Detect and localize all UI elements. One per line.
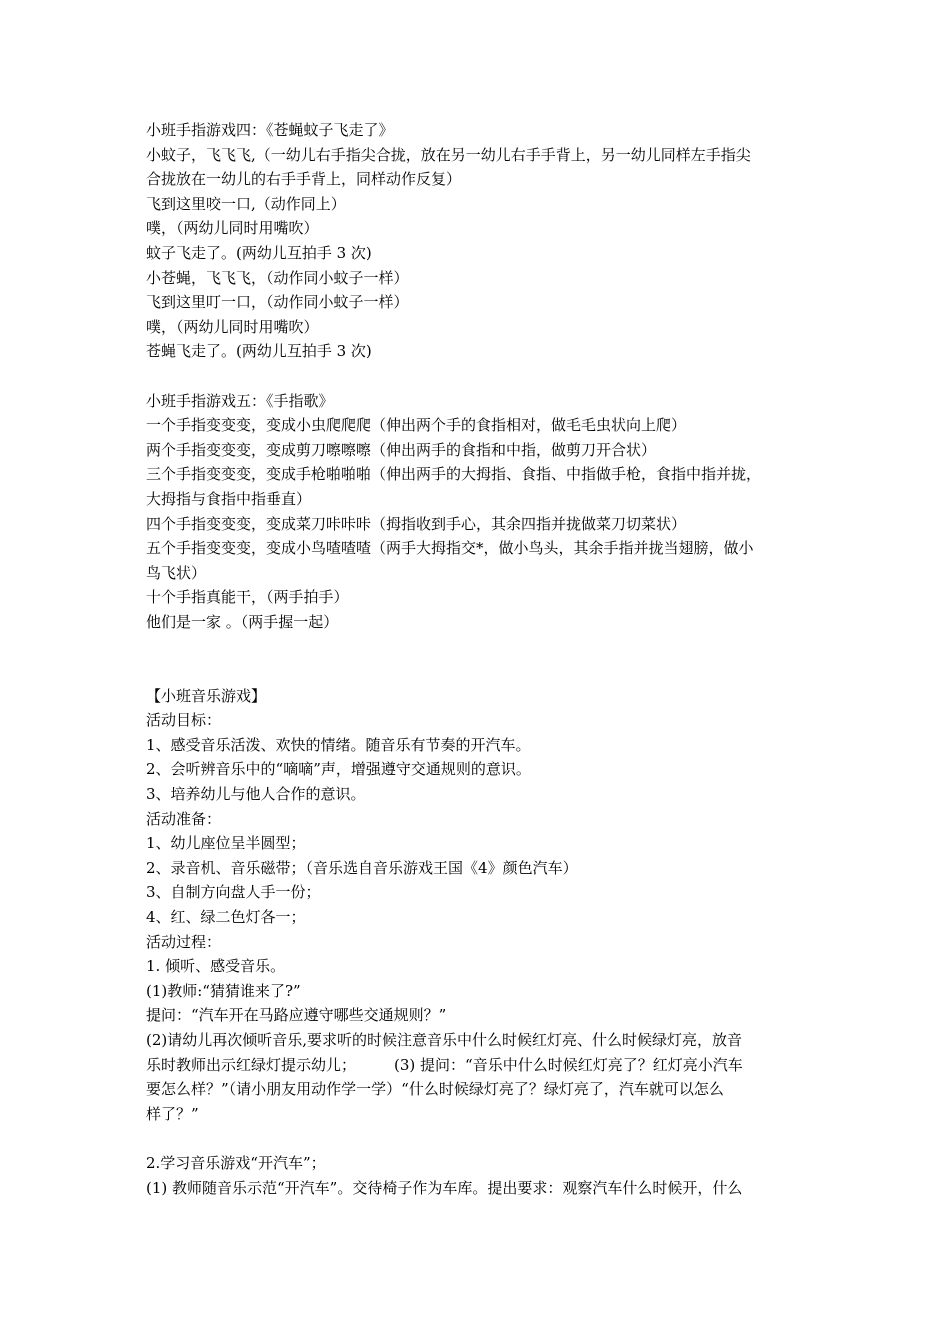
- text-line: 活动目标：: [146, 711, 222, 730]
- text-segment: 乐时教师出示红绿灯提示幼儿；: [146, 1055, 357, 1074]
- spacer: [146, 364, 810, 389]
- text-line: 1、幼儿座位呈半圆型；: [146, 834, 306, 853]
- text-line: (2)请幼儿再次倾听音乐,要求听的时候注意音乐中什么时候红灯亮、什么时候绿灯亮，放音: [146, 1030, 743, 1049]
- text-line: 3、培养幼儿与他人合作的意识。: [146, 785, 366, 804]
- spacer: [146, 1126, 810, 1151]
- text-line-split: [146, 1053, 810, 1078]
- text-line: 蚊子飞走了。(两幼儿互拍手 3 次): [146, 243, 372, 262]
- text-line: 大拇指与食指中指垂直）: [146, 489, 312, 508]
- text-line: 合拢放在一幼儿的右手手背上，同样动作反复）: [146, 170, 462, 189]
- text-line: 飞到这里咬一口,（动作同上）: [146, 194, 346, 213]
- text-line: 三个手指变变变，变成手枪啪啪啪（伸出两手的大拇指、食指、中指做手枪，食指中指并拢，: [146, 465, 762, 484]
- text-line: 2、录音机、音乐磁带；（音乐选自音乐游戏王国《4》颜色汽车）: [146, 858, 578, 877]
- text-line: 五个手指变变变，变成小鸟喳喳喳（两手大拇指交*，做小鸟头，其余手指并拢当翅膀，做小: [146, 539, 754, 558]
- text-line: 2.学习音乐游戏“开汽车”；: [146, 1153, 326, 1172]
- text-line: 噗，（两幼儿同时用嘴吹）: [146, 219, 319, 238]
- text-line: 小蚊子，飞飞飞,（一幼儿右手指尖合拢，放在另一幼儿右手手背上，另一幼儿同样左手指尖: [146, 145, 751, 164]
- text-line: 1、感受音乐活泼、欢快的情绪。随音乐有节奏的开汽车。: [146, 735, 531, 754]
- text-line: 小苍蝇，飞飞飞，（动作同小蚊子一样）: [146, 268, 409, 287]
- text-line: 十个手指真能干，（两手拍手）: [146, 588, 349, 607]
- text-line: 样了？”: [146, 1104, 199, 1123]
- document-page: [146, 118, 810, 1200]
- section-finger-game-five: [146, 389, 810, 635]
- text-line: (1) 教师随音乐示范“开汽车”。交待椅子作为车库。提出要求：观察汽车什么时候开，什么: [146, 1178, 743, 1197]
- text-line: (1)教师:“猜猜谁来了?”: [146, 981, 301, 1000]
- section-title: 小班手指游戏五：《手指歌》: [146, 391, 334, 410]
- section-title: 小班手指游戏四：《苍蝇蚊子飞走了》: [146, 121, 394, 139]
- text-line: 他们是一家 。（两手握一起）: [146, 612, 339, 631]
- text-segment: (3) 提问：“音乐中什么时候红灯亮了？红灯亮小汽车: [394, 1055, 743, 1074]
- text-line: 两个手指变变变，变成剪刀嚓嚓嚓（伸出两手的食指和中指，做剪刀开合状）: [146, 440, 657, 459]
- section-drive-car-game: [146, 1151, 810, 1200]
- text-line: 飞到这里叮一口，（动作同小蚊子一样）: [146, 293, 409, 312]
- text-line: 苍蝇飞走了。(两幼儿互拍手 3 次): [146, 342, 372, 361]
- text-line: 要怎么样？”（请小朋友用动作学一学）“什么时候绿灯亮了？绿灯亮了，汽车就可以怎么: [146, 1080, 724, 1099]
- text-line: 噗，（两幼儿同时用嘴吹）: [146, 317, 319, 336]
- text-line: 一个手指变变变，变成小虫爬爬爬（伸出两个手的食指相对，做毛毛虫状向上爬）: [146, 416, 687, 435]
- section-music-game: [146, 684, 810, 1127]
- section-title: 【小班音乐游戏】: [146, 686, 267, 705]
- text-line: 四个手指变变变，变成菜刀咔咔咔（拇指收到手心，其余四指并拢做菜刀切菜状）: [146, 514, 687, 533]
- text-line: 4、红、绿二色灯各一；: [146, 908, 306, 926]
- text-line: 活动过程：: [146, 932, 222, 951]
- text-line: 3、自制方向盘人手一份；: [146, 883, 321, 902]
- text-line: 1. 倾听、感受音乐。: [146, 957, 286, 976]
- text-line: 2、会听辨音乐中的“嘀嘀”声，增强遵守交通规则的意识。: [146, 760, 531, 779]
- text-line: 鸟飞状）: [146, 563, 207, 582]
- text-line: 提问：“汽车开在马路应遵守哪些交通规则？”: [146, 1006, 447, 1025]
- section-finger-game-four: [146, 118, 810, 364]
- text-line: 活动准备：: [146, 809, 222, 828]
- spacer: [146, 634, 810, 683]
